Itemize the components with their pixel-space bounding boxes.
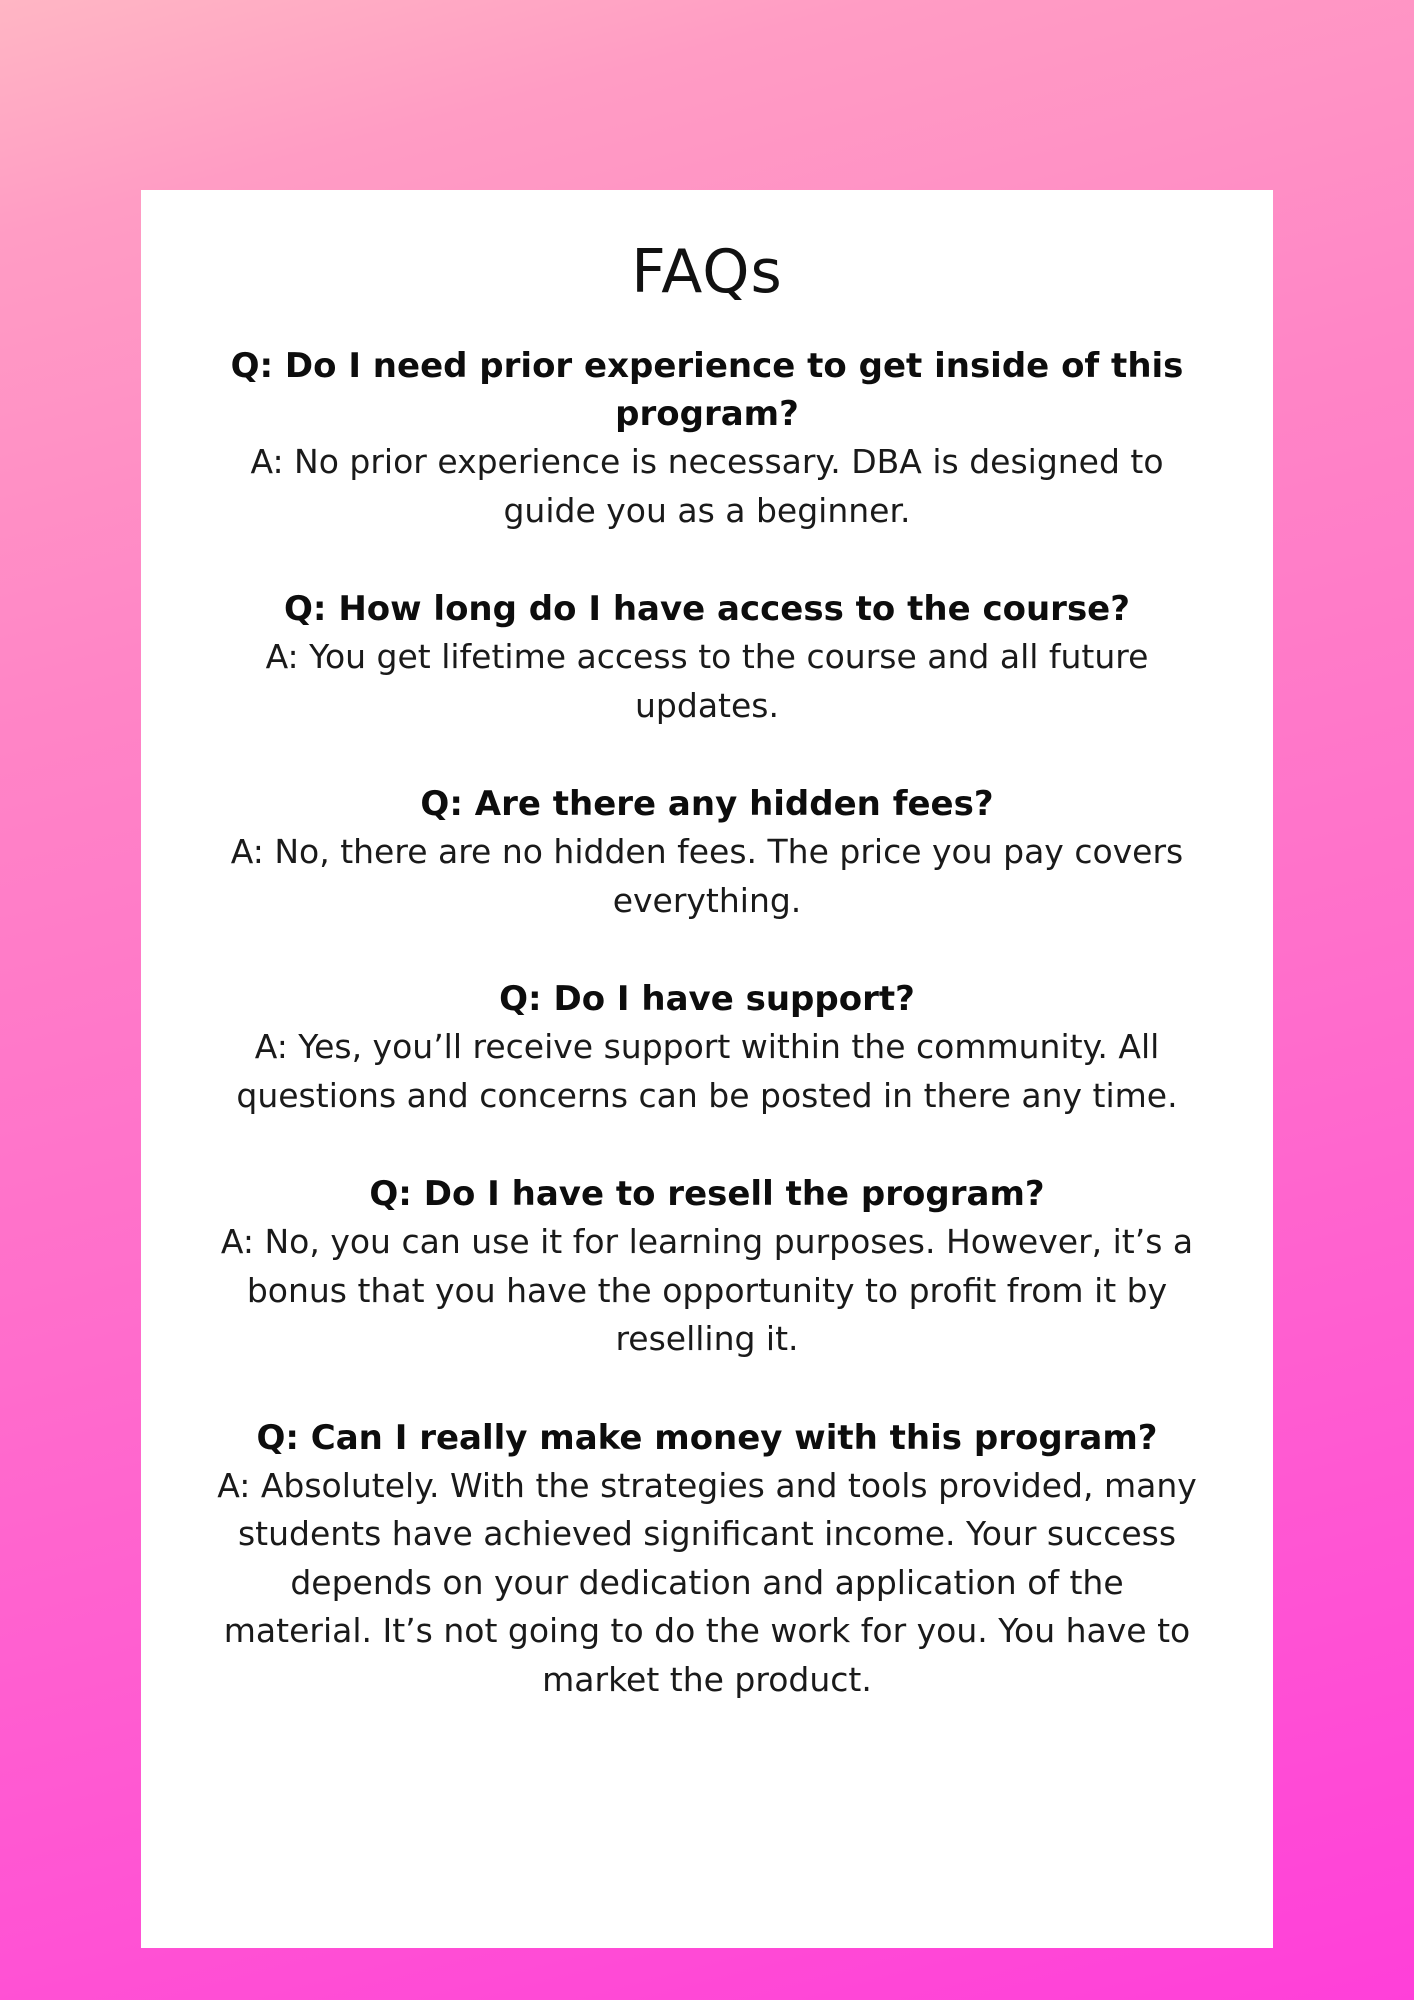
faq-item bbox=[217, 975, 1197, 1120]
faq-question: Q: Do I need prior experience to get inside of this program? bbox=[230, 346, 1184, 434]
faq-item bbox=[217, 1414, 1197, 1705]
faq-item bbox=[217, 1170, 1197, 1364]
faq-answer: A: No, there are no hidden fees. The price you pay covers everything. bbox=[230, 832, 1184, 920]
faq-list bbox=[217, 342, 1197, 1704]
faq-item bbox=[217, 342, 1197, 535]
faq-item bbox=[217, 780, 1197, 925]
page-title: FAQs bbox=[631, 237, 783, 307]
faq-card bbox=[141, 190, 1273, 1948]
faq-answer: A: You get lifetime access to the course and all future updates. bbox=[265, 637, 1149, 725]
faq-answer: A: Yes, you’ll receive support within the community. All questions and concerns can be posted in there any time. bbox=[236, 1027, 1178, 1115]
faq-answer: A: No prior experience is necessary. DBA is designed to guide you as a beginner. bbox=[250, 442, 1164, 530]
faq-question: Q: Can I really make money with this program? bbox=[256, 1417, 1158, 1458]
faq-question: Q: How long do I have access to the course? bbox=[284, 589, 1130, 629]
faq-item bbox=[217, 585, 1197, 730]
faq-question: Q: Do I have to resell the program? bbox=[369, 1174, 1045, 1214]
faq-question: Q: Do I have support? bbox=[499, 979, 915, 1019]
faq-question: Q: Are there any hidden fees? bbox=[420, 784, 994, 824]
faq-answer: A: No, you can use it for learning purposes. However, it’s a bonus that you have the opportunity to profit from it by reselling it. bbox=[220, 1222, 1194, 1358]
faq-answer: A: Absolutely. With the strategies and tools provided, many students have achieved significant income. Your success depends on your dedication and application of the material. It’s not going to do the work for you. You have to market the product. bbox=[217, 1465, 1197, 1699]
